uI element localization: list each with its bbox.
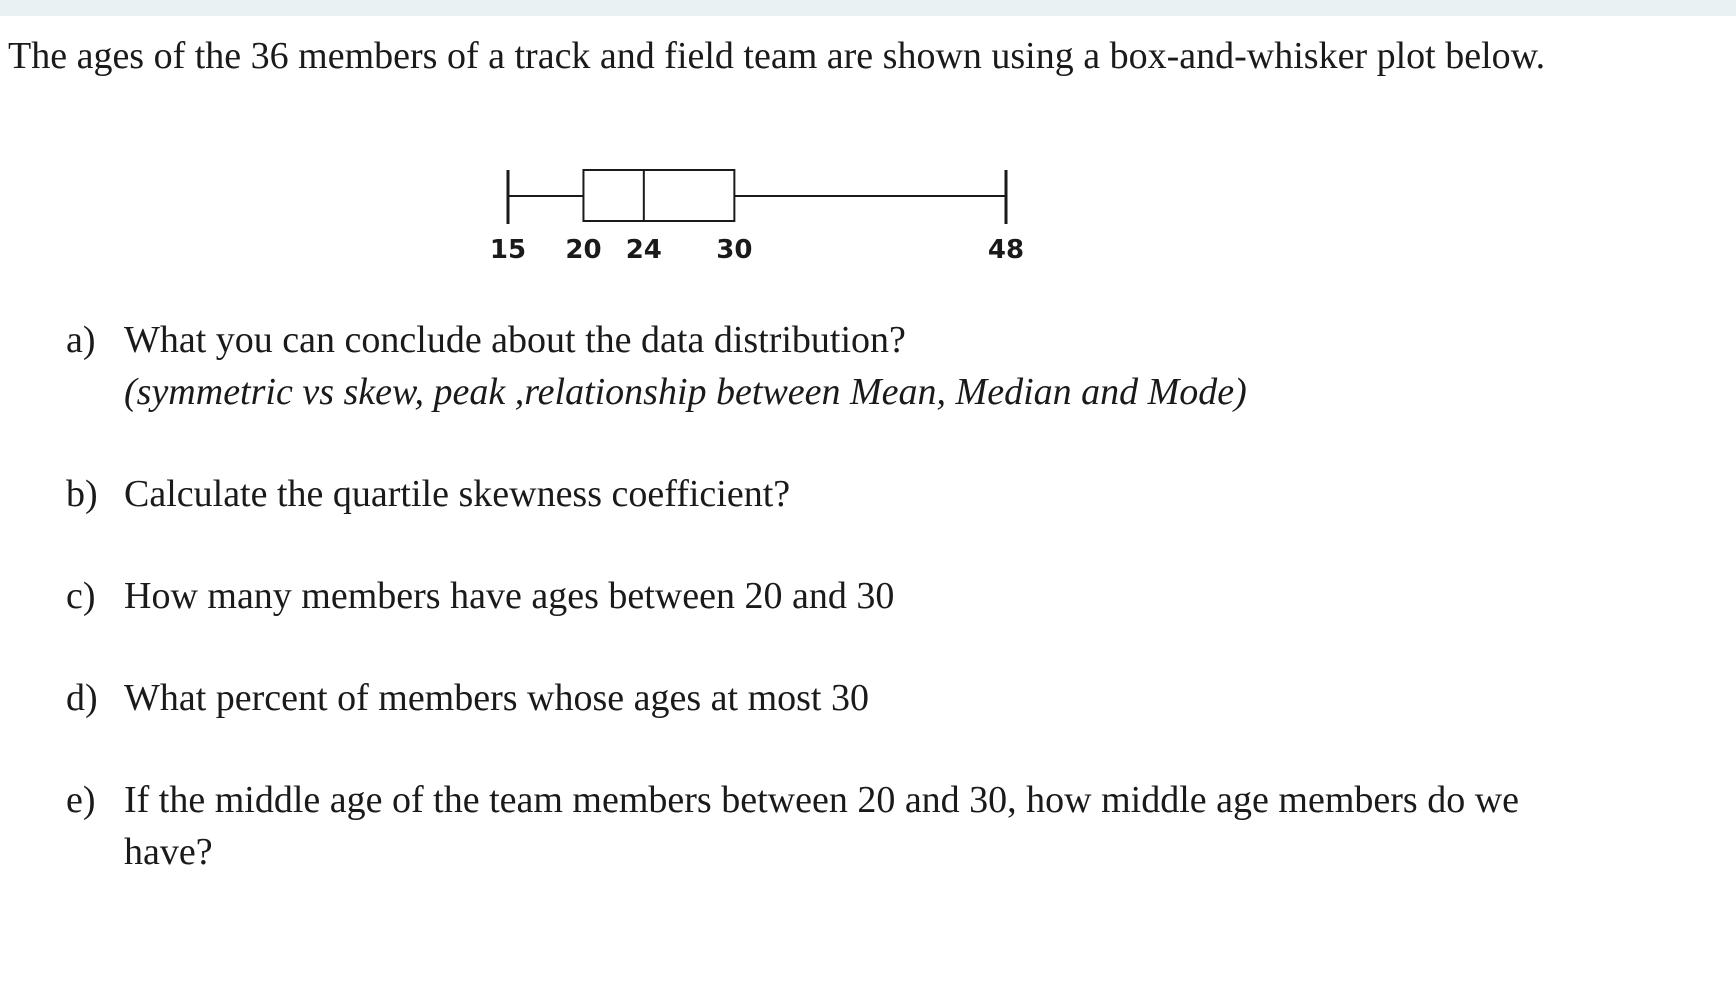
question-a-hint: (symmetric vs skew, peak ,relationship between Mean, Median and Mode) xyxy=(124,371,1247,413)
question-letter: d) xyxy=(66,677,98,719)
box-plot xyxy=(0,0,1736,300)
question-letter: a) xyxy=(66,319,96,361)
tick-label-q1: 20 xyxy=(565,235,602,265)
question-letter: b) xyxy=(66,473,98,515)
question-b xyxy=(66,468,791,520)
question-text: Calculate the quartile skewness coefficient? xyxy=(124,473,791,515)
problem-intro: The ages of the 36 members of a track and field team are shown using a box-and-whisker plot below. xyxy=(8,35,1546,77)
tick-label-max: 48 xyxy=(987,235,1025,265)
question-text: How many members have ages between 20 and 30 xyxy=(124,575,895,617)
question-e xyxy=(66,774,1519,873)
tick-label-q3: 30 xyxy=(716,235,753,265)
question-text: What percent of members whose ages at most 30 xyxy=(124,677,869,719)
question-c xyxy=(66,570,895,622)
question-a xyxy=(66,314,906,366)
question-text: What you can conclude about the data distribution? xyxy=(124,319,906,361)
question-text: If the middle age of the team members between 20 and 30, how middle age members do we have? xyxy=(124,779,1519,873)
question-d xyxy=(66,672,869,724)
tick-label-min: 15 xyxy=(489,235,527,265)
tick-label-median: 24 xyxy=(625,235,662,265)
box-iqr xyxy=(583,170,734,221)
question-letter: e) xyxy=(66,779,96,821)
question-letter: c) xyxy=(66,575,96,617)
